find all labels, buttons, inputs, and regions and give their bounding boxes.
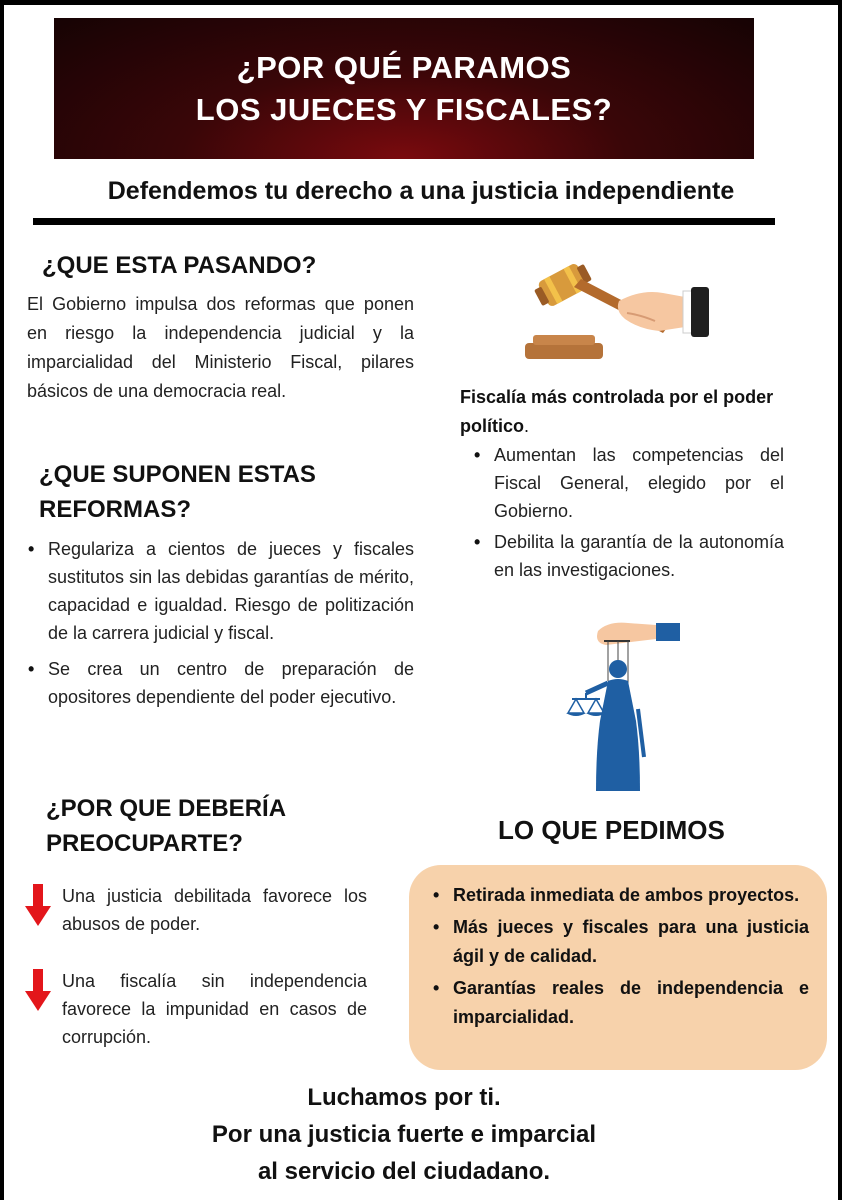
section-heading-what-is-happening: ¿QUE ESTA PASANDO? xyxy=(42,252,317,279)
list-item: • Regulariza a cientos de jueces y fiscales sustitutos sin las debidas garantías de mérito, capacidad e igualdad. Riesgo de politización de la carrera judicial y fiscal. xyxy=(26,535,414,647)
gavel-hand-icon xyxy=(519,243,714,368)
list-item: • Se crea un centro de preparación de opositores dependiente del poder ejecutivo. xyxy=(26,655,414,711)
section-text-what-is-happening: El Gobierno impulsa dos reformas que ponen en riesgo la independencia judicial y la imparcialidad del Ministerio Fiscal, pilares básicos de una democracia real. xyxy=(27,294,414,401)
down-arrow-icon xyxy=(24,967,52,1013)
flyer-page xyxy=(4,5,838,1200)
down-arrow-icon xyxy=(24,882,52,928)
section-heading-reforms-line-2: REFORMAS? xyxy=(39,496,191,523)
list-item: • Retirada inmediata de ambos proyectos. xyxy=(431,881,809,910)
closing-line-2: Por una justicia fuerte e imparcial xyxy=(211,1121,597,1148)
closing-line-3: al servicio del ciudadano. xyxy=(257,1158,551,1185)
list-item: • Debilita la garantía de la autonomía en las investigaciones. xyxy=(472,528,784,584)
section-heading-why-worry xyxy=(46,791,286,861)
section-heading-why-worry-line-1: ¿POR QUE DEBERÍA xyxy=(46,795,287,822)
warning-point xyxy=(24,967,367,1051)
section-heading-why-worry-line-2: PREOCUPARTE? xyxy=(46,830,243,857)
closing-line-1: Luchamos por ti. xyxy=(307,1084,501,1111)
warning-point-text: Una fiscalía sin independencia favorece la impunidad en casos de corrupción. xyxy=(62,971,367,1047)
subtitle: Defendemos tu derecho a una justicia independiente xyxy=(107,177,735,205)
list-item: • Garantías reales de independencia e imparcialidad. xyxy=(431,974,809,1032)
banner-title-line-2: LOS JUECES Y FISCALES? xyxy=(195,91,613,127)
divider xyxy=(33,218,775,225)
demands-box xyxy=(409,865,827,1070)
list-item: • Aumentan las competencias del Fiscal General, elegido por el Gobierno. xyxy=(472,441,784,525)
fiscalia-heading-text: Fiscalía más controlada por el poder político xyxy=(460,387,774,436)
section-heading-reforms xyxy=(39,457,316,527)
reforms-list xyxy=(26,535,414,711)
section-heading-reforms-line-1: ¿QUE SUPONEN ESTAS xyxy=(39,461,316,488)
title-banner xyxy=(54,18,754,159)
justice-puppet-icon xyxy=(564,617,694,795)
list-item: • Más jueces y fiscales para una justicia ágil y de calidad. xyxy=(431,913,809,971)
demands-heading: LO QUE PEDIMOS xyxy=(498,815,725,845)
closing-message xyxy=(104,1079,704,1190)
warning-point-text: Una justicia debilitada favorece los abusos de poder. xyxy=(62,886,367,934)
warning-point xyxy=(24,882,367,938)
fiscalia-heading xyxy=(460,383,790,441)
demands-list xyxy=(431,881,809,1032)
banner-title-line-1: ¿POR QUÉ PARAMOS xyxy=(236,49,572,85)
fiscalia-list xyxy=(472,441,784,584)
fiscalia-heading-period: . xyxy=(524,416,530,436)
